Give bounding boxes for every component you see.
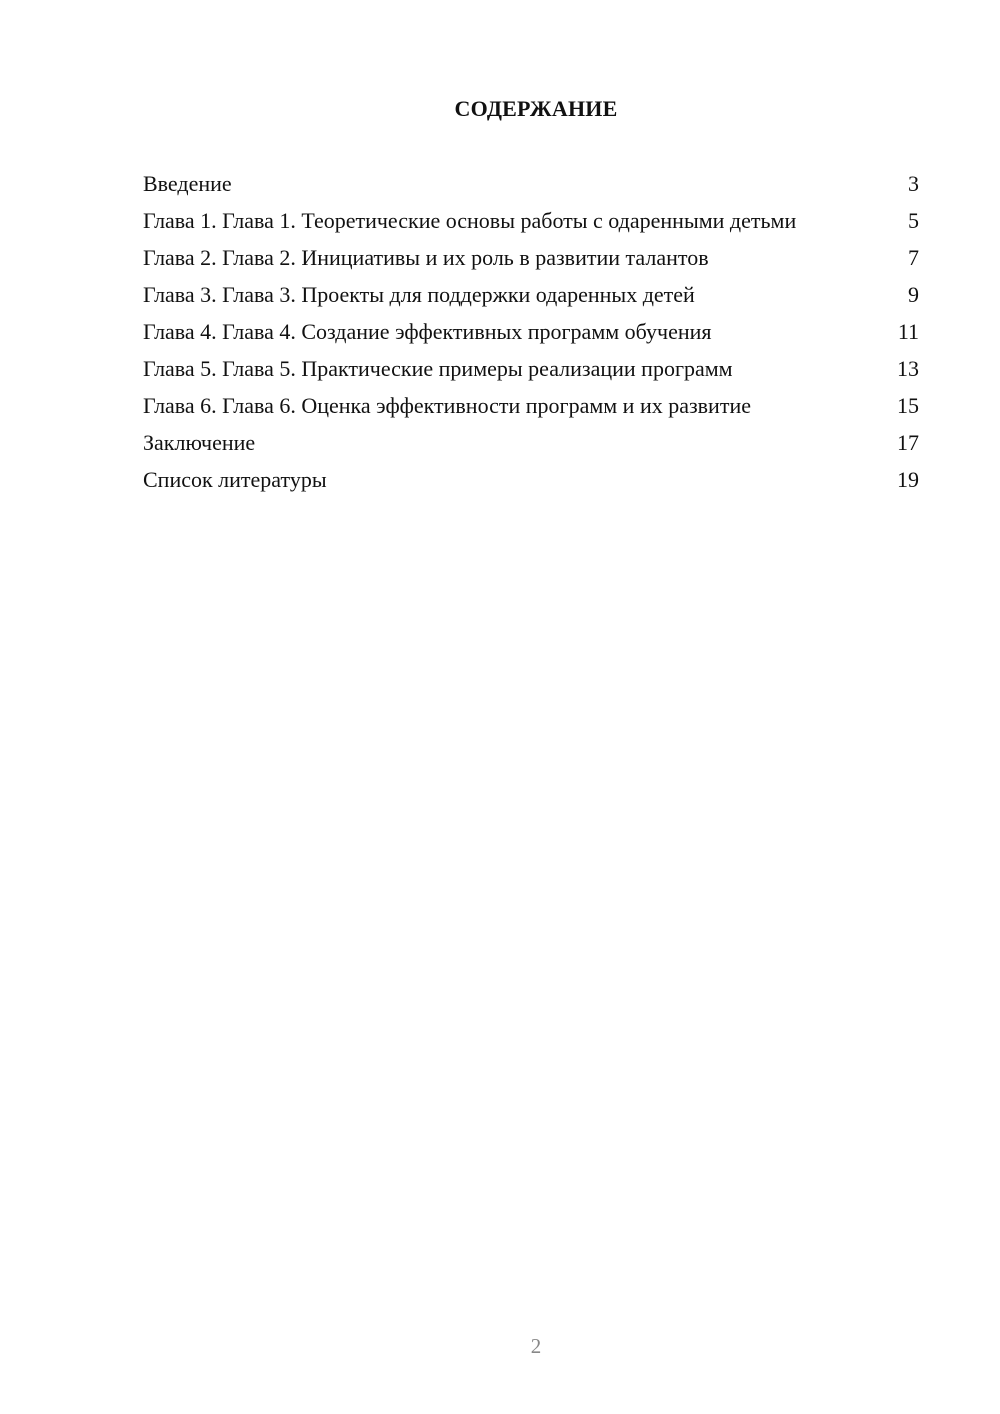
toc-entry-label: Список литературы xyxy=(143,467,327,492)
toc-entry-chapter-2[interactable] xyxy=(143,245,919,271)
page-title: СОДЕРЖАНИЕ xyxy=(454,96,618,121)
page-number: 2 xyxy=(530,1334,542,1358)
toc-entry-page: 3 xyxy=(908,171,919,196)
toc-entry-label: Глава 3. Глава 3. Проекты для поддержки одаренных детей xyxy=(143,282,695,307)
toc-entry-label: Глава 6. Глава 6. Оценка эффективности программ и их развитие xyxy=(143,393,751,418)
toc-entry-page: 15 xyxy=(897,393,919,418)
toc-entry-chapter-1[interactable] xyxy=(143,208,919,234)
toc-entry-label: Глава 4. Глава 4. Создание эффективных программ обучения xyxy=(143,319,712,344)
toc-entry-page: 5 xyxy=(908,208,919,233)
toc-entry-label: Заключение xyxy=(143,430,256,455)
table-of-contents xyxy=(143,171,919,504)
toc-entry-page: 11 xyxy=(897,319,919,344)
toc-entry-page: 17 xyxy=(897,430,919,455)
toc-entry-label: Глава 2. Глава 2. Инициативы и их роль в развитии талантов xyxy=(143,245,709,270)
toc-entry-introduction[interactable] xyxy=(143,171,919,197)
toc-entry-label: Глава 1. Глава 1. Теоретические основы работы с одаренными детьми xyxy=(143,208,797,233)
toc-entry-chapter-5[interactable] xyxy=(143,356,919,382)
toc-entry-page: 13 xyxy=(897,356,919,381)
toc-entry-page: 7 xyxy=(908,245,919,270)
toc-entry-conclusion[interactable] xyxy=(143,430,919,456)
toc-entry-chapter-3[interactable] xyxy=(143,282,919,308)
toc-entry-page: 9 xyxy=(908,282,919,307)
toc-entry-bibliography[interactable] xyxy=(143,467,919,493)
toc-entry-chapter-4[interactable] xyxy=(143,319,919,345)
toc-entry-label: Введение xyxy=(143,171,232,196)
toc-entry-page: 19 xyxy=(897,467,919,492)
toc-entry-label: Глава 5. Глава 5. Практические примеры реализации программ xyxy=(143,356,733,381)
toc-entry-chapter-6[interactable] xyxy=(143,393,919,419)
